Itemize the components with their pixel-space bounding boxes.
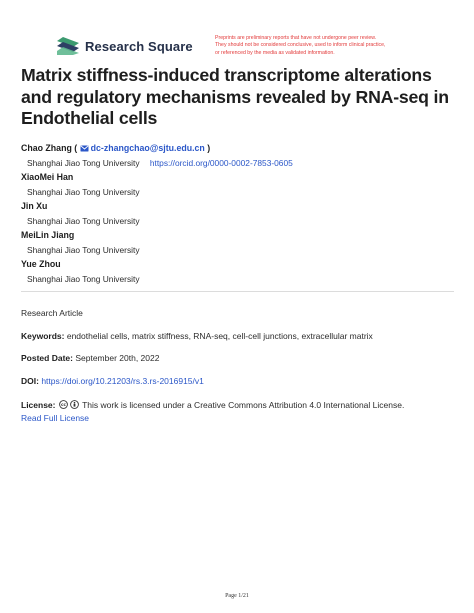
author-list <box>21 141 461 286</box>
attribution-icon <box>70 400 79 409</box>
author-affiliation: Shanghai Jiao Tong University <box>27 273 140 284</box>
author-entry <box>21 228 461 257</box>
author-name: Jin Xu <box>21 201 48 211</box>
license-text: This work is licensed under a Creative Commons Attribution 4.0 International License. <box>82 400 405 410</box>
author-entry <box>21 170 461 199</box>
keywords-value: endothelial cells, matrix stiffness, RNA-seq, cell-cell junctions, extracellular matrix <box>66 331 373 341</box>
doi-link[interactable]: https://doi.org/10.21203/rs.3.rs-2016915/v1 <box>41 376 204 386</box>
author-name: Chao Zhang <box>21 143 72 153</box>
orcid-link[interactable]: https://orcid.org/0000-0002-7853-0605 <box>149 157 293 168</box>
author-affiliation-line <box>21 156 461 170</box>
author-entry <box>21 257 461 286</box>
author-name: Yue Zhou <box>21 259 61 269</box>
logo-text: Research Square <box>85 38 193 54</box>
creative-commons-icon <box>59 400 68 409</box>
svg-text:cc: cc <box>60 402 66 408</box>
author-name-line: Chao Zhang ( dc-zhangchao@sjtu.edu.cn ) <box>21 143 211 153</box>
page-number: Page 1/21 <box>225 593 249 599</box>
header <box>0 0 474 64</box>
author-email-link[interactable]: dc-zhangchao@sjtu.edu.cn <box>90 143 205 153</box>
article-type: Research Article <box>21 308 83 318</box>
preprint-notice <box>215 35 455 57</box>
author-affiliation: Shanghai Jiao Tong University <box>27 244 140 255</box>
posted-date-line <box>21 352 461 364</box>
preprint-notice-line: or referenced by the media as validated information. <box>215 49 335 56</box>
doi-label: DOI: <box>21 376 39 386</box>
preprint-notice-line: They should not be considered conclusive, used to inform clinical practice, <box>215 42 386 49</box>
author-affiliation: Shanghai Jiao Tong University <box>27 186 140 197</box>
license-line <box>21 399 461 411</box>
keywords-line <box>21 330 461 342</box>
preprint-notice-line: Preprints are preliminary reports that have not undergone peer review. <box>215 35 377 41</box>
author-affiliation: Shanghai Jiao Tong University <box>27 157 140 168</box>
license-label: License: <box>21 400 56 410</box>
keywords-label: Keywords: <box>21 331 65 341</box>
read-full-license-link[interactable]: Read Full License <box>21 413 90 423</box>
author-affiliation: Shanghai Jiao Tong University <box>27 215 140 226</box>
author-entry <box>21 199 461 228</box>
doi-line <box>21 375 461 387</box>
research-square-logo-icon <box>57 37 79 55</box>
author-name: MeiLin Jiang <box>21 230 75 240</box>
posted-date-label: Posted Date: <box>21 353 73 363</box>
research-square-logo[interactable] <box>57 37 193 55</box>
paper-title: Matrix stiffness-induced transcriptome alterations and regulatory mechanisms revealed by RNA-seq in Endothelial cells <box>21 65 449 128</box>
author-name: XiaoMei Han <box>21 172 74 182</box>
posted-date-value: September 20th, 2022 <box>75 353 160 363</box>
section-divider <box>21 291 454 292</box>
author-entry <box>21 141 461 170</box>
envelope-icon <box>80 145 89 152</box>
